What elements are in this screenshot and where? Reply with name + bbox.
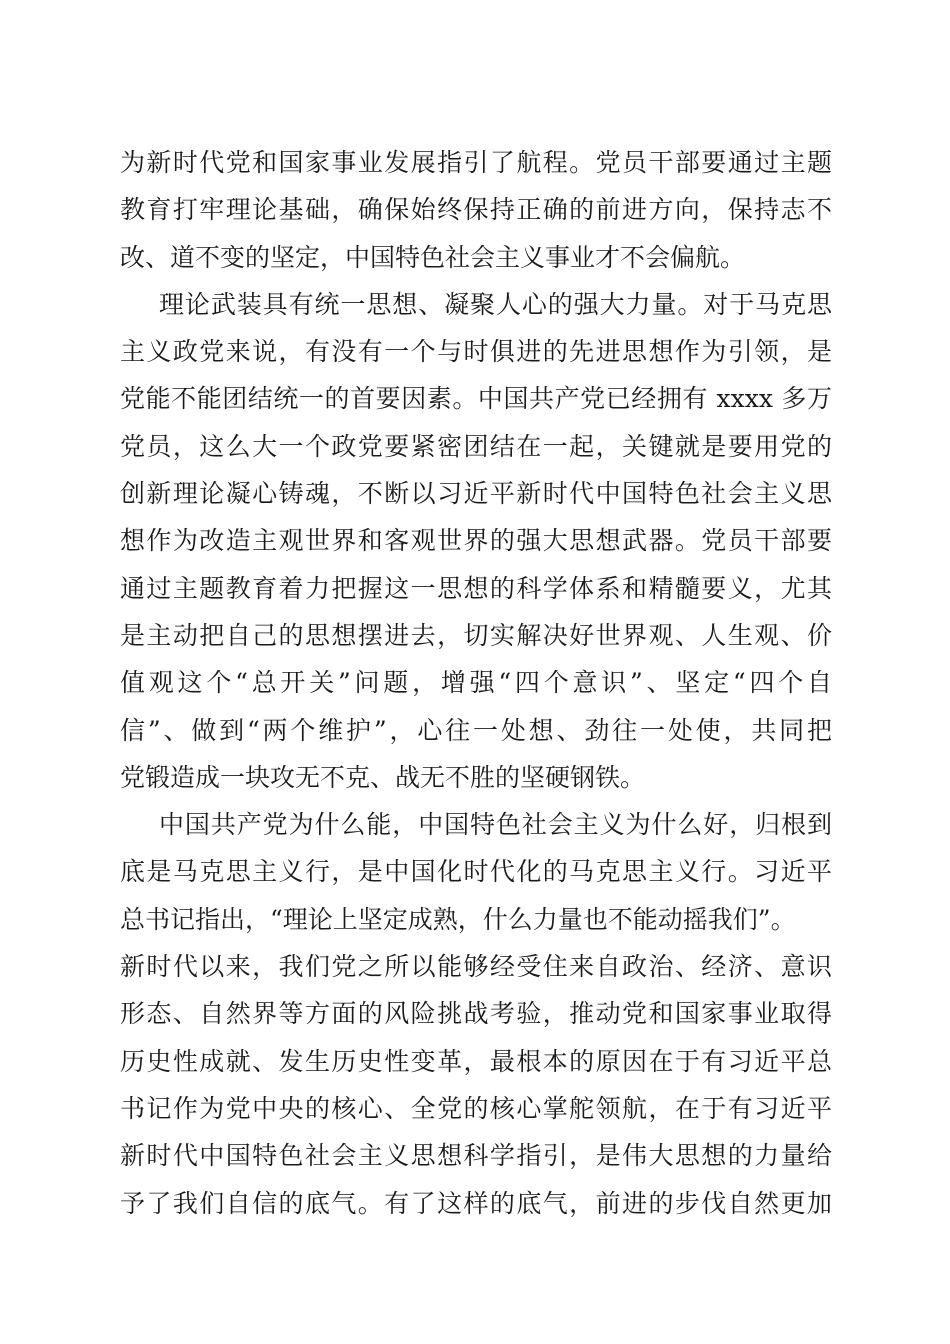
text-line: 是主动把自己的思想摆进去，切实解决好世界观、人生观、价 bbox=[120, 620, 832, 650]
text-line: 党锻造成一块攻无不克、战无不胜的坚硬钢铁。 bbox=[120, 762, 646, 792]
text-line: 想作为改造主观世界和客观世界的强大思想武器。党员干部要 bbox=[120, 526, 832, 556]
text-line: 予了我们自信的底气。有了这样的底气，前进的步伐自然更加 bbox=[120, 1188, 832, 1218]
text-line: 书记作为党中央的核心、全党的核心掌舵领航，在于有习近平 bbox=[120, 1093, 832, 1123]
text-line: 党能不能团结统一的首要因素。中国共产党已经拥有 xxxx 多万 bbox=[120, 384, 832, 414]
text-line: 总书记指出，“理论上坚定成熟，什么力量也不能动摇我们”。 bbox=[120, 904, 796, 934]
text-line: 中国共产党为什么能，中国特色社会主义为什么好，归根到 bbox=[159, 810, 832, 840]
text-line: 底是马克思主义行，是中国化时代化的马克思主义行。习近平 bbox=[120, 857, 832, 887]
text-line: 值观这个“总开关”问题，增强“四个意识”、坚定“四个自 bbox=[120, 668, 832, 698]
text-line: 为新时代党和国家事业发展指引了航程。党员干部要通过主题 bbox=[120, 148, 832, 177]
text-line: 历史性成就、发生历史性变革，最根本的原因在于有习近平总 bbox=[120, 1046, 832, 1076]
paragraph-3 bbox=[120, 801, 832, 1227]
text-line: 创新理论凝心铸魂，不断以习近平新时代中国特色社会主义思 bbox=[120, 479, 832, 509]
text-line: 信”、做到“两个维护”，心往一处想、劲往一处使，共同把 bbox=[120, 715, 832, 745]
paragraph-2 bbox=[120, 281, 832, 801]
text-line: 通过主题教育着力把握这一思想的科学体系和精髓要义，尤其 bbox=[120, 573, 832, 603]
text-line: 教育打牢理论基础，确保始终保持正确的前进方向，保持志不 bbox=[120, 195, 832, 225]
text-line: 理论武装具有统一思想、凝聚人心的强大力量。对于马克思 bbox=[159, 289, 832, 319]
text-line: 形态、自然界等方面的风险挑战考验，推动党和国家事业取得 bbox=[120, 999, 832, 1029]
document-body bbox=[120, 139, 832, 1227]
text-line: 改、道不变的坚定，中国特色社会主义事业才不会偏航。 bbox=[120, 242, 746, 272]
text-line: 新时代中国特色社会主义思想科学指引，是伟大思想的力量给 bbox=[120, 1141, 832, 1171]
paragraph-1 bbox=[120, 139, 832, 281]
text-line: 党员，这么大一个政党要紧密团结在一起，关键就是要用党的 bbox=[120, 431, 832, 461]
text-line: 主义政党来说，有没有一个与时俱进的先进思想作为引领，是 bbox=[120, 337, 832, 367]
text-line: 新时代以来，我们党之所以能够经受住来自政治、经济、意识 bbox=[120, 952, 832, 982]
